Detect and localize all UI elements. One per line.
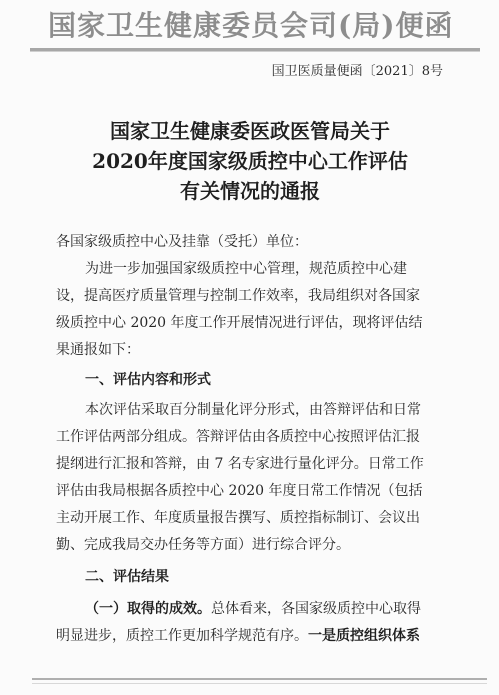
section-1-line-4: 评估由我局根据各质控中心 2020 年度日常工作情况（包括	[56, 483, 423, 499]
section-2-line-2-start: 明显进步，质控工作更加科学规范有序。	[56, 628, 308, 644]
intro-line-2: 设，提高医疗质量管理与控制工作效率，我局组织对各国家	[56, 288, 420, 304]
section-2-line-1	[85, 596, 475, 623]
document-number: 国卫医质量便函〔2021〕8号	[271, 64, 443, 79]
title-line-2: 2020年度国家级质控中心工作评估	[92, 149, 408, 173]
title-line-3: 有关情况的通报	[180, 179, 320, 203]
section-1-line-2: 工作评估两部分组成。答辩评估由各质控中心按照评估汇报	[56, 429, 420, 445]
intro-line-3: 级质控中心 2020 年度工作开展情况进行评估，现将评估结	[56, 315, 423, 331]
bottom-rule	[32, 678, 487, 680]
section-2-subheading: （一）取得的成效。	[85, 601, 211, 617]
title-line-1: 国家卫生健康委医政医管局关于	[110, 119, 390, 143]
section-1-line-5: 主动开展工作、年度质量报告撰写、质控指标制订、会议出	[56, 510, 420, 526]
intro-line-4: 果通报如下：	[56, 342, 140, 358]
section-2-line-2	[56, 623, 446, 650]
section-1-line-3: 提纲进行汇报和答辩，由 7 名专家进行量化评分。日常工作	[56, 456, 424, 472]
intro-line-1: 为进一步加强国家级质控中心管理，规范质控中心建	[85, 261, 407, 277]
section-1-line-1: 本次评估采取百分制量化评分形式，由答辩评估和日常	[85, 402, 421, 418]
section-1-heading: 一、评估内容和形式	[85, 372, 211, 388]
section-2-line-1-rest: 总体看来，各国家级质控中心取得	[211, 601, 421, 617]
bottom-rule-secondary	[32, 683, 487, 684]
header-title: 国家卫生健康委员会司(局)便函	[48, 9, 454, 42]
section-1-line-6: 勤、完成我局交办任务等方面）进行综合评分。	[56, 537, 350, 553]
section-2-line-2-bold: 一是质控组织体系	[308, 628, 420, 644]
section-2-heading: 二、评估结果	[85, 569, 169, 585]
header-rule	[30, 48, 480, 52]
salutation: 各国家级质控中心及挂靠（受托）单位：	[56, 234, 308, 250]
